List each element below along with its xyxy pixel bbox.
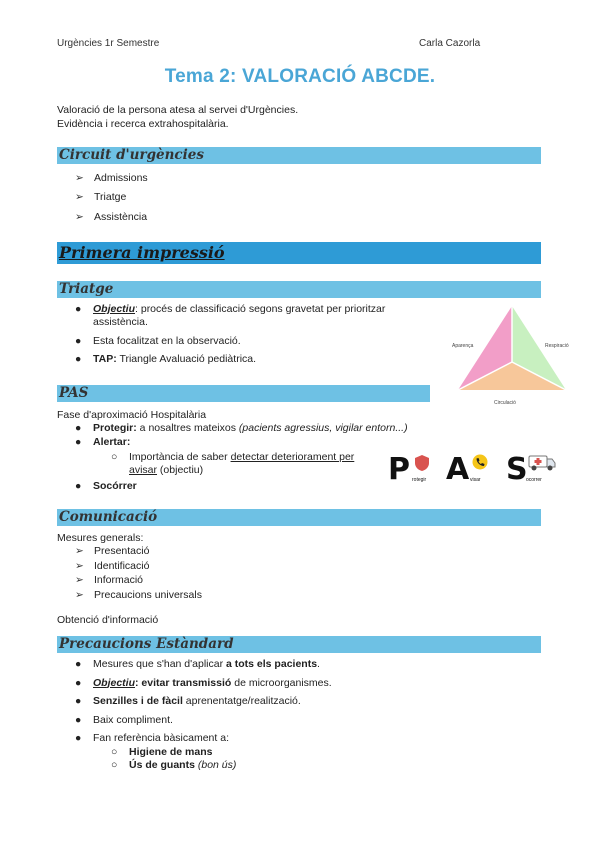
- list-item: [75, 544, 202, 559]
- header-left: Urgències 1r Semestre: [57, 38, 160, 49]
- text-span: Mesures que s'han d'aplicar: [93, 658, 226, 670]
- section-heading-text: Triatge: [59, 281, 114, 297]
- list-item: [75, 435, 375, 449]
- section-heading-text: Circuit d'urgències: [59, 147, 204, 163]
- sub-list-item: [75, 451, 375, 477]
- sub-list-item: [75, 746, 475, 759]
- letter-text: S: [506, 452, 528, 487]
- bullet-icon: ●: [75, 695, 82, 707]
- list-item: [75, 335, 433, 347]
- protegir-label: Protegir:: [93, 422, 137, 434]
- circle-bullet-icon: ○: [111, 451, 118, 463]
- bullet-icon: ●: [75, 658, 82, 670]
- list-item: [75, 714, 475, 733]
- list-item: [75, 573, 202, 588]
- list-item-text: Presentació: [94, 545, 150, 558]
- protegir-text: a nosaltres mateixos: [136, 422, 239, 434]
- triatge-list: [75, 303, 433, 365]
- pas-word-p: rotegir: [412, 477, 427, 483]
- section-heading-triatge: [57, 281, 541, 298]
- protegir-note: (pacients agressius, vigilar entorn...): [238, 422, 408, 434]
- text-span: .: [317, 658, 320, 670]
- letter-text: A: [446, 452, 470, 487]
- objectiu-text-2: assistència.: [93, 316, 148, 328]
- intro-line-1: Valoració de la persona atesa al servei d'Urgències.: [57, 104, 299, 116]
- list-item-text: Higiene de mans: [129, 746, 213, 758]
- list-item-text: Esta focalitzat en la observació.: [93, 335, 241, 347]
- tap-text: Triangle Avaluació pediàtrica.: [116, 353, 257, 365]
- text-span: aprenentatge/realització.: [182, 695, 301, 707]
- pas-subtitle: Fase d'aproximació Hospitalària: [57, 409, 207, 421]
- section-heading-circuit: [57, 147, 541, 164]
- comunicacio-intro: Mesures generals:: [57, 532, 144, 544]
- objectiu-label: Objectiu: [93, 303, 136, 315]
- list-item-text: Admissions: [94, 171, 148, 184]
- list-item: [75, 207, 148, 227]
- objectiu-text: : procés de classificació segons gravetat per prioritzar: [135, 303, 386, 315]
- section-heading-text: Precaucions Estàndard: [59, 636, 234, 652]
- list-item: [75, 677, 475, 696]
- list-item-text: Assistència: [94, 210, 148, 223]
- list-item-text: Triatge: [94, 191, 127, 204]
- section-heading-comunicacio: [57, 509, 541, 526]
- precaucions-list: [75, 658, 475, 772]
- list-item: [75, 353, 433, 365]
- shield-icon: [414, 454, 430, 472]
- text-span: evitar transmissió: [138, 676, 232, 689]
- text-span: Ús de guants: [129, 759, 195, 771]
- pas-letters-figure: [388, 452, 568, 492]
- bullet-icon: ●: [75, 303, 82, 315]
- pas-letter-s: [506, 452, 528, 487]
- pas-list: [75, 421, 408, 493]
- alertar-label: Alertar:: [93, 436, 131, 448]
- list-item-text: Baix compliment.: [93, 713, 173, 726]
- pas-letter-a: [446, 452, 469, 487]
- bullet-icon: ●: [75, 353, 82, 365]
- section-heading-text: Comunicació: [59, 509, 158, 525]
- bullet-icon: ●: [75, 422, 82, 434]
- text-span: Importància de saber: [129, 451, 231, 463]
- text-span: :: [135, 676, 139, 689]
- list-item: [75, 303, 433, 329]
- section-heading-precaucions: [57, 636, 541, 653]
- list-item-text: Fan referència bàsicament a:: [93, 732, 229, 744]
- circle-bullet-icon: ○: [111, 746, 118, 758]
- list-item-text: Precaucions universals: [94, 588, 202, 601]
- section-heading-text: Primera impressió: [59, 243, 225, 262]
- list-item-text: [129, 451, 373, 477]
- text-span: de microorganismes.: [231, 676, 332, 689]
- list-item: [75, 421, 408, 435]
- page-title: Tema 2: VALORACIÓ ABCDE.: [164, 66, 436, 87]
- text-span: Senzilles i de fàcil: [93, 695, 183, 707]
- bullet-icon: ●: [75, 732, 82, 744]
- arrow-bullet-icon: ➢: [75, 574, 84, 587]
- section-heading-text: PAS: [59, 385, 89, 401]
- bullet-icon: ●: [75, 713, 82, 726]
- text-span: (bon ús): [194, 759, 237, 771]
- tap-triangle-figure: [446, 300, 594, 410]
- pas-word-a: visar: [470, 477, 481, 483]
- letter-text: P: [388, 452, 410, 487]
- pas-word-s: ocorrer: [526, 477, 542, 483]
- triangle-label-right: Respiració: [545, 343, 569, 349]
- list-item: [75, 695, 475, 714]
- tap-label: TAP:: [93, 353, 117, 365]
- bullet-icon: ●: [75, 480, 82, 492]
- list-item: [75, 588, 202, 603]
- text-span: a tots els pacients: [226, 658, 318, 670]
- list-item-text: Identificació: [94, 559, 150, 572]
- triangle-label-bottom: Circulació: [494, 400, 516, 406]
- arrow-bullet-icon: ➢: [75, 210, 84, 223]
- arrow-bullet-icon: ➢: [75, 559, 84, 572]
- arrow-bullet-icon: ➢: [75, 588, 84, 601]
- header-right: Carla Cazorla: [419, 38, 481, 49]
- text-span: avisar: [129, 464, 158, 476]
- intro-line-2: Evidència i recerca extrahospitalària.: [57, 118, 229, 130]
- phone-icon: [472, 454, 488, 470]
- bullet-icon: ●: [75, 676, 82, 689]
- list-item: [75, 559, 202, 574]
- list-item-text: Informació: [94, 574, 144, 587]
- socorrer-label: Socórrer: [93, 480, 137, 492]
- arrow-bullet-icon: ➢: [75, 545, 84, 558]
- list-item-text: [93, 303, 385, 329]
- section-heading-primera: [57, 242, 541, 264]
- list-item: [75, 658, 475, 677]
- bullet-icon: ●: [75, 436, 82, 448]
- obtencio-text: Obtenció d'informació: [57, 614, 159, 626]
- list-item: [75, 479, 375, 493]
- text-span: (objectiu): [157, 464, 204, 476]
- list-item: [75, 168, 148, 188]
- list-item: [75, 732, 475, 746]
- comunicacio-list: [75, 544, 202, 602]
- pas-letter-p: [388, 452, 410, 487]
- ambulance-icon: [528, 454, 556, 472]
- circle-bullet-icon: ○: [111, 759, 118, 771]
- objectiu-label: Objectiu: [93, 676, 136, 689]
- text-span: detectar deteriorament per: [230, 451, 355, 463]
- section-heading-pas: [57, 385, 430, 402]
- circuit-list: [75, 168, 148, 227]
- bullet-icon: ●: [75, 335, 82, 347]
- list-item: [75, 188, 148, 208]
- sub-list-item: [75, 759, 475, 772]
- arrow-bullet-icon: ➢: [75, 191, 84, 204]
- arrow-bullet-icon: ➢: [75, 171, 84, 184]
- triangle-label-left: Aparença: [452, 343, 474, 349]
